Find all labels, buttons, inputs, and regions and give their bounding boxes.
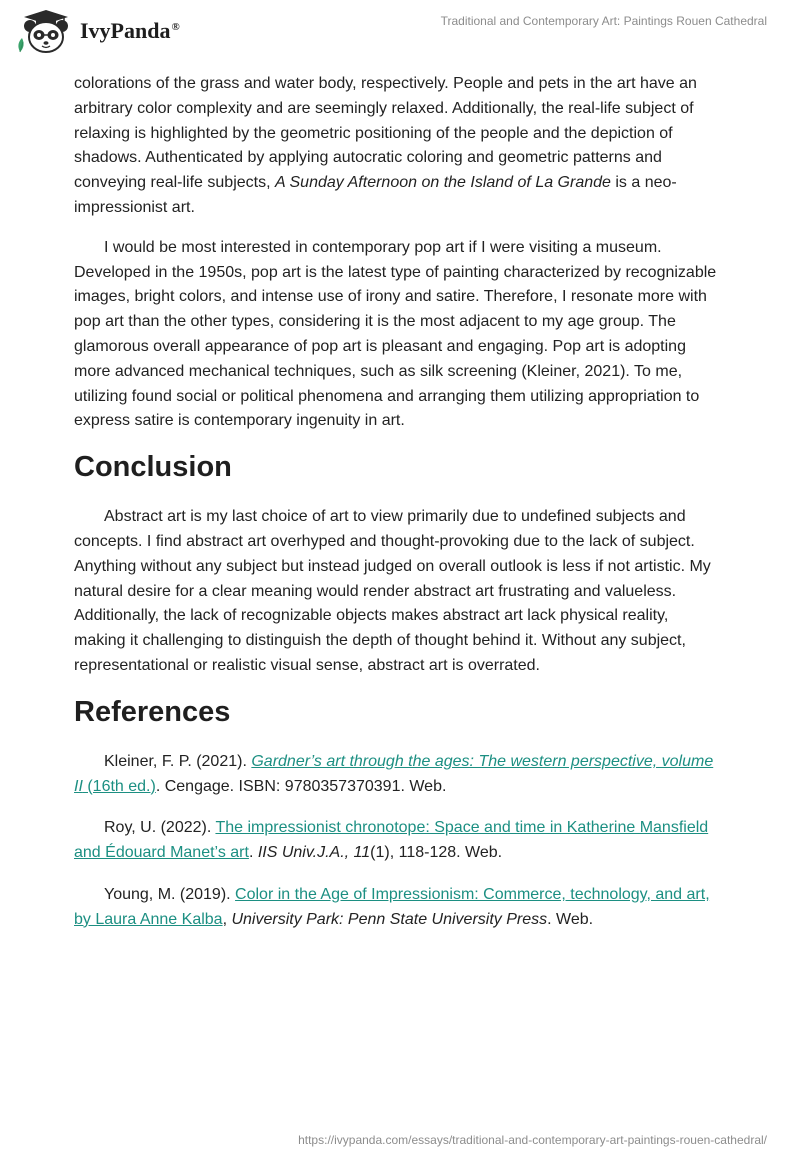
- paragraph-text-end: is a neo-impressionist art.: [74, 174, 677, 216]
- footer-url: https://ivypanda.com/essays/traditional-and-contemporary-art-paintings-rouen-cathedral/: [298, 1133, 767, 1147]
- reference-young: [74, 883, 724, 933]
- reference-link[interactable]: The impressionist chronotope: Space and time in Katherine Mansfield and Édouard Manet’s art: [74, 819, 709, 862]
- reference-roy: [74, 816, 724, 866]
- running-title: Traditional and Contemporary Art: Paintings Rouen Cathedral: [440, 14, 767, 28]
- reference-link[interactable]: Color in the Age of Impressionism: Commerce, technology, and art, by Laura Anne Kalba: [74, 885, 710, 928]
- essay-content: [74, 72, 724, 950]
- reference-rest: . Cengage. ISBN: 9780357370391. Web.: [155, 777, 447, 795]
- paragraph-text: colorations of the grass and water body, respectively. People and pets in the art have an arbitrary color complexity and are seemingly relaxed. Additionally, the real-life subject of relaxing is highlighted by the geometric positioning of the people and the depiction of shadows. Authenticated by applying autocratic coloring and geometric patterns and conveying real-life subjects,: [74, 75, 697, 192]
- reference-link-edition: (16th ed.): [82, 777, 156, 795]
- reference-rest: . Web.: [547, 910, 594, 928]
- reference-author: Roy, U. (2022).: [104, 819, 216, 837]
- artwork-title: A Sunday Afternoon on the Island of La Grande: [274, 174, 611, 192]
- paragraph-continued: [74, 72, 724, 221]
- reference-journal: IIS Univ.J.A., 11: [257, 844, 371, 862]
- references-heading: References: [74, 695, 231, 728]
- conclusion-heading: Conclusion: [74, 451, 232, 484]
- reference-separator: ,: [222, 910, 232, 928]
- reference-kleiner: [74, 750, 724, 800]
- registered-mark: ®: [171, 20, 180, 33]
- brand-text: IvyPanda: [80, 18, 171, 43]
- reference-author: Young, M. (2019).: [104, 885, 236, 903]
- reference-author: Kleiner, F. P. (2021).: [104, 752, 252, 770]
- panda-logo-icon[interactable]: [14, 8, 76, 54]
- paragraph-conclusion: Abstract art is my last choice of art to view primarily due to undefined subjects and concepts. I find abstract art overhyped and thought-provoking due to the lack of subject. Anything without any subject but instead judged on overall outlook is less if not artistic. My natural desire for a clear meaning would render abstract art frustrating and valueless. Additionally, the lack of recognizable objects makes abstract art lack physical reality, making it challenging to distinguish the depth of thought behind it. Without any subject, representational or realistic visual sense, abstract art is overrated.: [74, 508, 711, 674]
- reference-publisher: University Park: Penn State University Press: [231, 910, 548, 928]
- reference-link-title: Gardner’s art through the ages: The western perspective, volume II: [74, 752, 714, 795]
- brand-name[interactable]: [80, 18, 180, 44]
- reference-separator: .: [248, 844, 258, 862]
- paragraph-pop-art: I would be most interested in contemporary pop art if I were visiting a museum. Developed in the 1950s, pop art is the latest type of painting characterized by recognizable images, bright colors, and intense use of irony and satire. Therefore, I resonate more with pop art than the other types, considering it is the most adjacent to my age group. The glamorous overall appearance of pop art is pleasant and engaging. Pop art is adopting more advanced mechanical techniques, such as silk screening (Kleiner, 2021). To me, utilizing found social or political phenomena and arranging them utilizing appropriation to express satire is contemporary ingenuity in art.: [74, 238, 717, 430]
- reference-rest: (1), 118-128. Web.: [370, 844, 503, 862]
- page-header: [0, 0, 800, 70]
